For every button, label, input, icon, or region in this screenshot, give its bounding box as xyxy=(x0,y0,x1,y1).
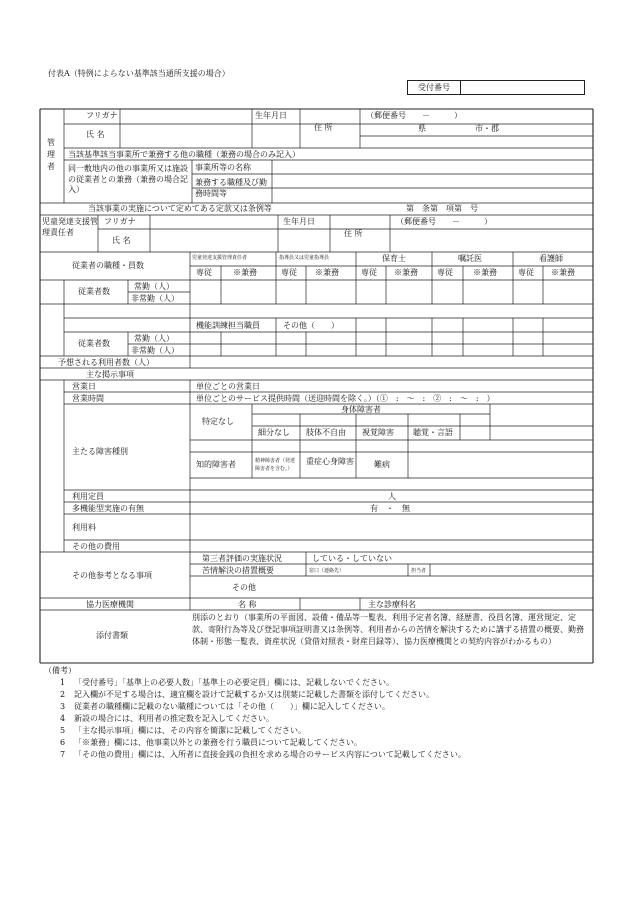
dedicated-1: 専従 xyxy=(196,268,212,277)
disability-unspecified: 特定なし xyxy=(202,417,234,426)
concurrent-5: ※兼務 xyxy=(551,268,575,277)
note-text: 「受付番号」「基準上の必要人数」「基準上の必要定員」欄には、記載しないでください。 xyxy=(74,678,394,687)
manager-prefecture: 県 xyxy=(418,124,426,133)
disability-physical: 身体障害者 xyxy=(341,405,381,414)
complaint-window: 窓口（連絡先） xyxy=(309,568,345,574)
note-text: 「※兼務」欄には、他事業以外との兼務を行う職員について記載してください。 xyxy=(74,738,362,747)
disability-limb: 肢体不自由 xyxy=(306,428,346,437)
other-info-other: その他 xyxy=(232,583,256,592)
note-num: 2 xyxy=(60,690,66,699)
child-dev-name: 氏 名 xyxy=(112,236,131,245)
parttime-label-2: 非常勤（人） xyxy=(131,346,179,355)
note-text: 新設の場合には、利用者の推定数を記入してください。 xyxy=(74,714,274,723)
attachments-label: 添付書類 xyxy=(96,631,128,640)
notes-heading: （備考） xyxy=(44,666,76,675)
dedicated-4: 専従 xyxy=(437,268,453,277)
multifunction-value: 有 ・ 無 xyxy=(370,504,410,513)
manager-side-label: 管理者 xyxy=(47,138,55,171)
child-dev-birth: 生年月日 xyxy=(283,217,315,226)
concurrent-4: ※兼務 xyxy=(473,268,497,277)
dedicated-2: 専従 xyxy=(281,268,297,277)
note-text: 「主な掲示事項」欄には、その内容を簡潔に記載してください。 xyxy=(74,726,306,735)
complaint-label: 苦情解決の措置概要 xyxy=(202,566,274,575)
cooperating-name: 名 称 xyxy=(238,600,257,609)
disability-label: 主たる障害種別 xyxy=(72,447,128,456)
note-num: 4 xyxy=(60,714,66,723)
manager-postal: （郵便番号 － ） xyxy=(366,111,462,120)
manager-duty-hours: 兼務する職種及び勤務時間等 xyxy=(195,178,267,198)
fee-label: 利用料 xyxy=(72,523,96,532)
child-dev-label: 児童発達支援管理責任者 xyxy=(42,217,98,237)
disability-mental: 精神障害者（発達障害者を含む。） xyxy=(255,458,296,472)
child-dev-address: 住 所 xyxy=(344,229,363,238)
staff-col4: 嘱託医 xyxy=(458,254,482,263)
attachments-text: 別添のとおり（事業所の平面図、設備・備品等一覧表、利用予定者名簿、経歴書、役員名簿、運営規定、定款、寄附行為等及び登記事項証明書又は条例等、利用者からの苦情を解決するために講ずる措置の概要、勤務体制・形態一覧表、資産状況（貸借対照表・財産目録等）、協力医療機関との契約内容がわかるもの） xyxy=(192,613,584,646)
manager-same-site: 同一敷地内の他の事業所又は施設の従業者との兼務（兼務の場合記入） xyxy=(68,164,188,194)
note-num: 1 xyxy=(60,678,66,687)
staff-col7: その他（ ） xyxy=(283,321,339,330)
manager-address-label: 住 所 xyxy=(314,123,333,132)
third-party-value: している・していない xyxy=(312,554,392,563)
multifunction-label: 多機能型実施の有無 xyxy=(72,504,144,513)
business-days-label: 営業日 xyxy=(72,382,96,391)
note-text: 「その他の費用」欄には、入所者に直接金銭の負担を求める場合のサービス内容について記載してください。 xyxy=(74,750,466,759)
other-info-label: その他参考となる事項 xyxy=(72,571,152,580)
cooperating-department: 主な診療科名 xyxy=(368,600,416,609)
concurrent-3: ※兼務 xyxy=(394,268,418,277)
business-hours-label: 営業時間 xyxy=(72,394,104,403)
manager-city: 市・郡 xyxy=(475,124,499,133)
staff-heading: 従業者の職種・員数 xyxy=(72,261,144,270)
staff-col3: 保育士 xyxy=(382,254,406,263)
disability-sub-none: 細分なし xyxy=(258,428,290,437)
concurrent-2: ※兼務 xyxy=(315,268,339,277)
note-num: 5 xyxy=(60,726,66,735)
note-text: 従業者の職種欄に記載のない職種については「その他（ ）」欄に記入してください。 xyxy=(74,702,390,711)
regulation-label: 当該事業の実施について定めてある定款又は条例等 xyxy=(88,204,272,213)
disability-intractable: 難病 xyxy=(374,460,390,469)
disability-severe: 重症心身障害 xyxy=(306,457,354,466)
manager-other-duties: 当該基準該当事業所で兼務する他の職種（兼務の場合のみ記入） xyxy=(68,150,300,159)
manager-name-label: 氏 名 xyxy=(86,130,105,139)
complaint-person: 担当者 xyxy=(411,568,427,574)
staff-count-label-2: 従業者数 xyxy=(78,339,110,348)
note-num: 6 xyxy=(60,738,66,747)
regulation-article: 第 条第 項第 号 xyxy=(406,204,478,213)
receipt-label: 受付番号 xyxy=(418,83,450,92)
manager-birth-label: 生年月日 xyxy=(255,111,287,120)
cooperating-label: 協力医療機関 xyxy=(86,600,134,609)
dedicated-3: 専従 xyxy=(361,268,377,277)
disability-intellectual: 知的障害者 xyxy=(196,460,236,469)
parttime-label-1: 非常勤（人） xyxy=(131,294,179,303)
staff-col5: 看護師 xyxy=(539,254,563,263)
form-title: 付表A（特例によらない基準該当通所支援の場合） xyxy=(48,69,230,78)
staff-col2: 指導員又は児童指導員 xyxy=(279,255,330,261)
main-notice-label: 主な掲示事項 xyxy=(86,370,134,379)
dedicated-5: 専従 xyxy=(518,268,534,277)
fulltime-label-2: 常勤（人） xyxy=(134,334,174,343)
fulltime-label-1: 常勤（人） xyxy=(134,282,174,291)
note-num: 7 xyxy=(60,750,66,759)
capacity-unit: 人 xyxy=(388,492,396,501)
capacity-label: 利用定員 xyxy=(72,492,104,501)
disability-hearing: 聴覚・言語 xyxy=(413,428,453,437)
staff-col6: 機能訓練担当職員 xyxy=(196,321,260,330)
staff-col1: 児童発達支援管理責任者 xyxy=(192,255,248,261)
expected-users-label: 予想される利用者数（人） xyxy=(58,358,154,367)
child-dev-postal: （郵便番号 － ） xyxy=(396,217,492,226)
note-text: 記入欄が不足する場合は、適宜欄を設けて記載するか又は別葉に記載した書類を添付してください。 xyxy=(74,690,434,699)
manager-furigana-label: フリガナ xyxy=(86,111,118,120)
business-days-value: 単位ごとの営業日 xyxy=(196,382,260,391)
disability-visual: 視覚障害 xyxy=(362,428,394,437)
business-hours-value: 単位ごとのサービス提供時間（送迎時間を除く。）（① : ～ : ② : ～ : ） xyxy=(196,394,495,403)
other-costs-label: その他の費用 xyxy=(72,542,120,551)
concurrent-1: ※兼務 xyxy=(233,268,257,277)
manager-office-name: 事業所等の名称 xyxy=(195,163,251,172)
child-dev-furigana: フリガナ xyxy=(104,217,136,226)
third-party-label: 第三者評価の実施状況 xyxy=(202,554,282,563)
staff-count-label-1: 従業者数 xyxy=(78,287,110,296)
note-num: 3 xyxy=(60,702,66,711)
